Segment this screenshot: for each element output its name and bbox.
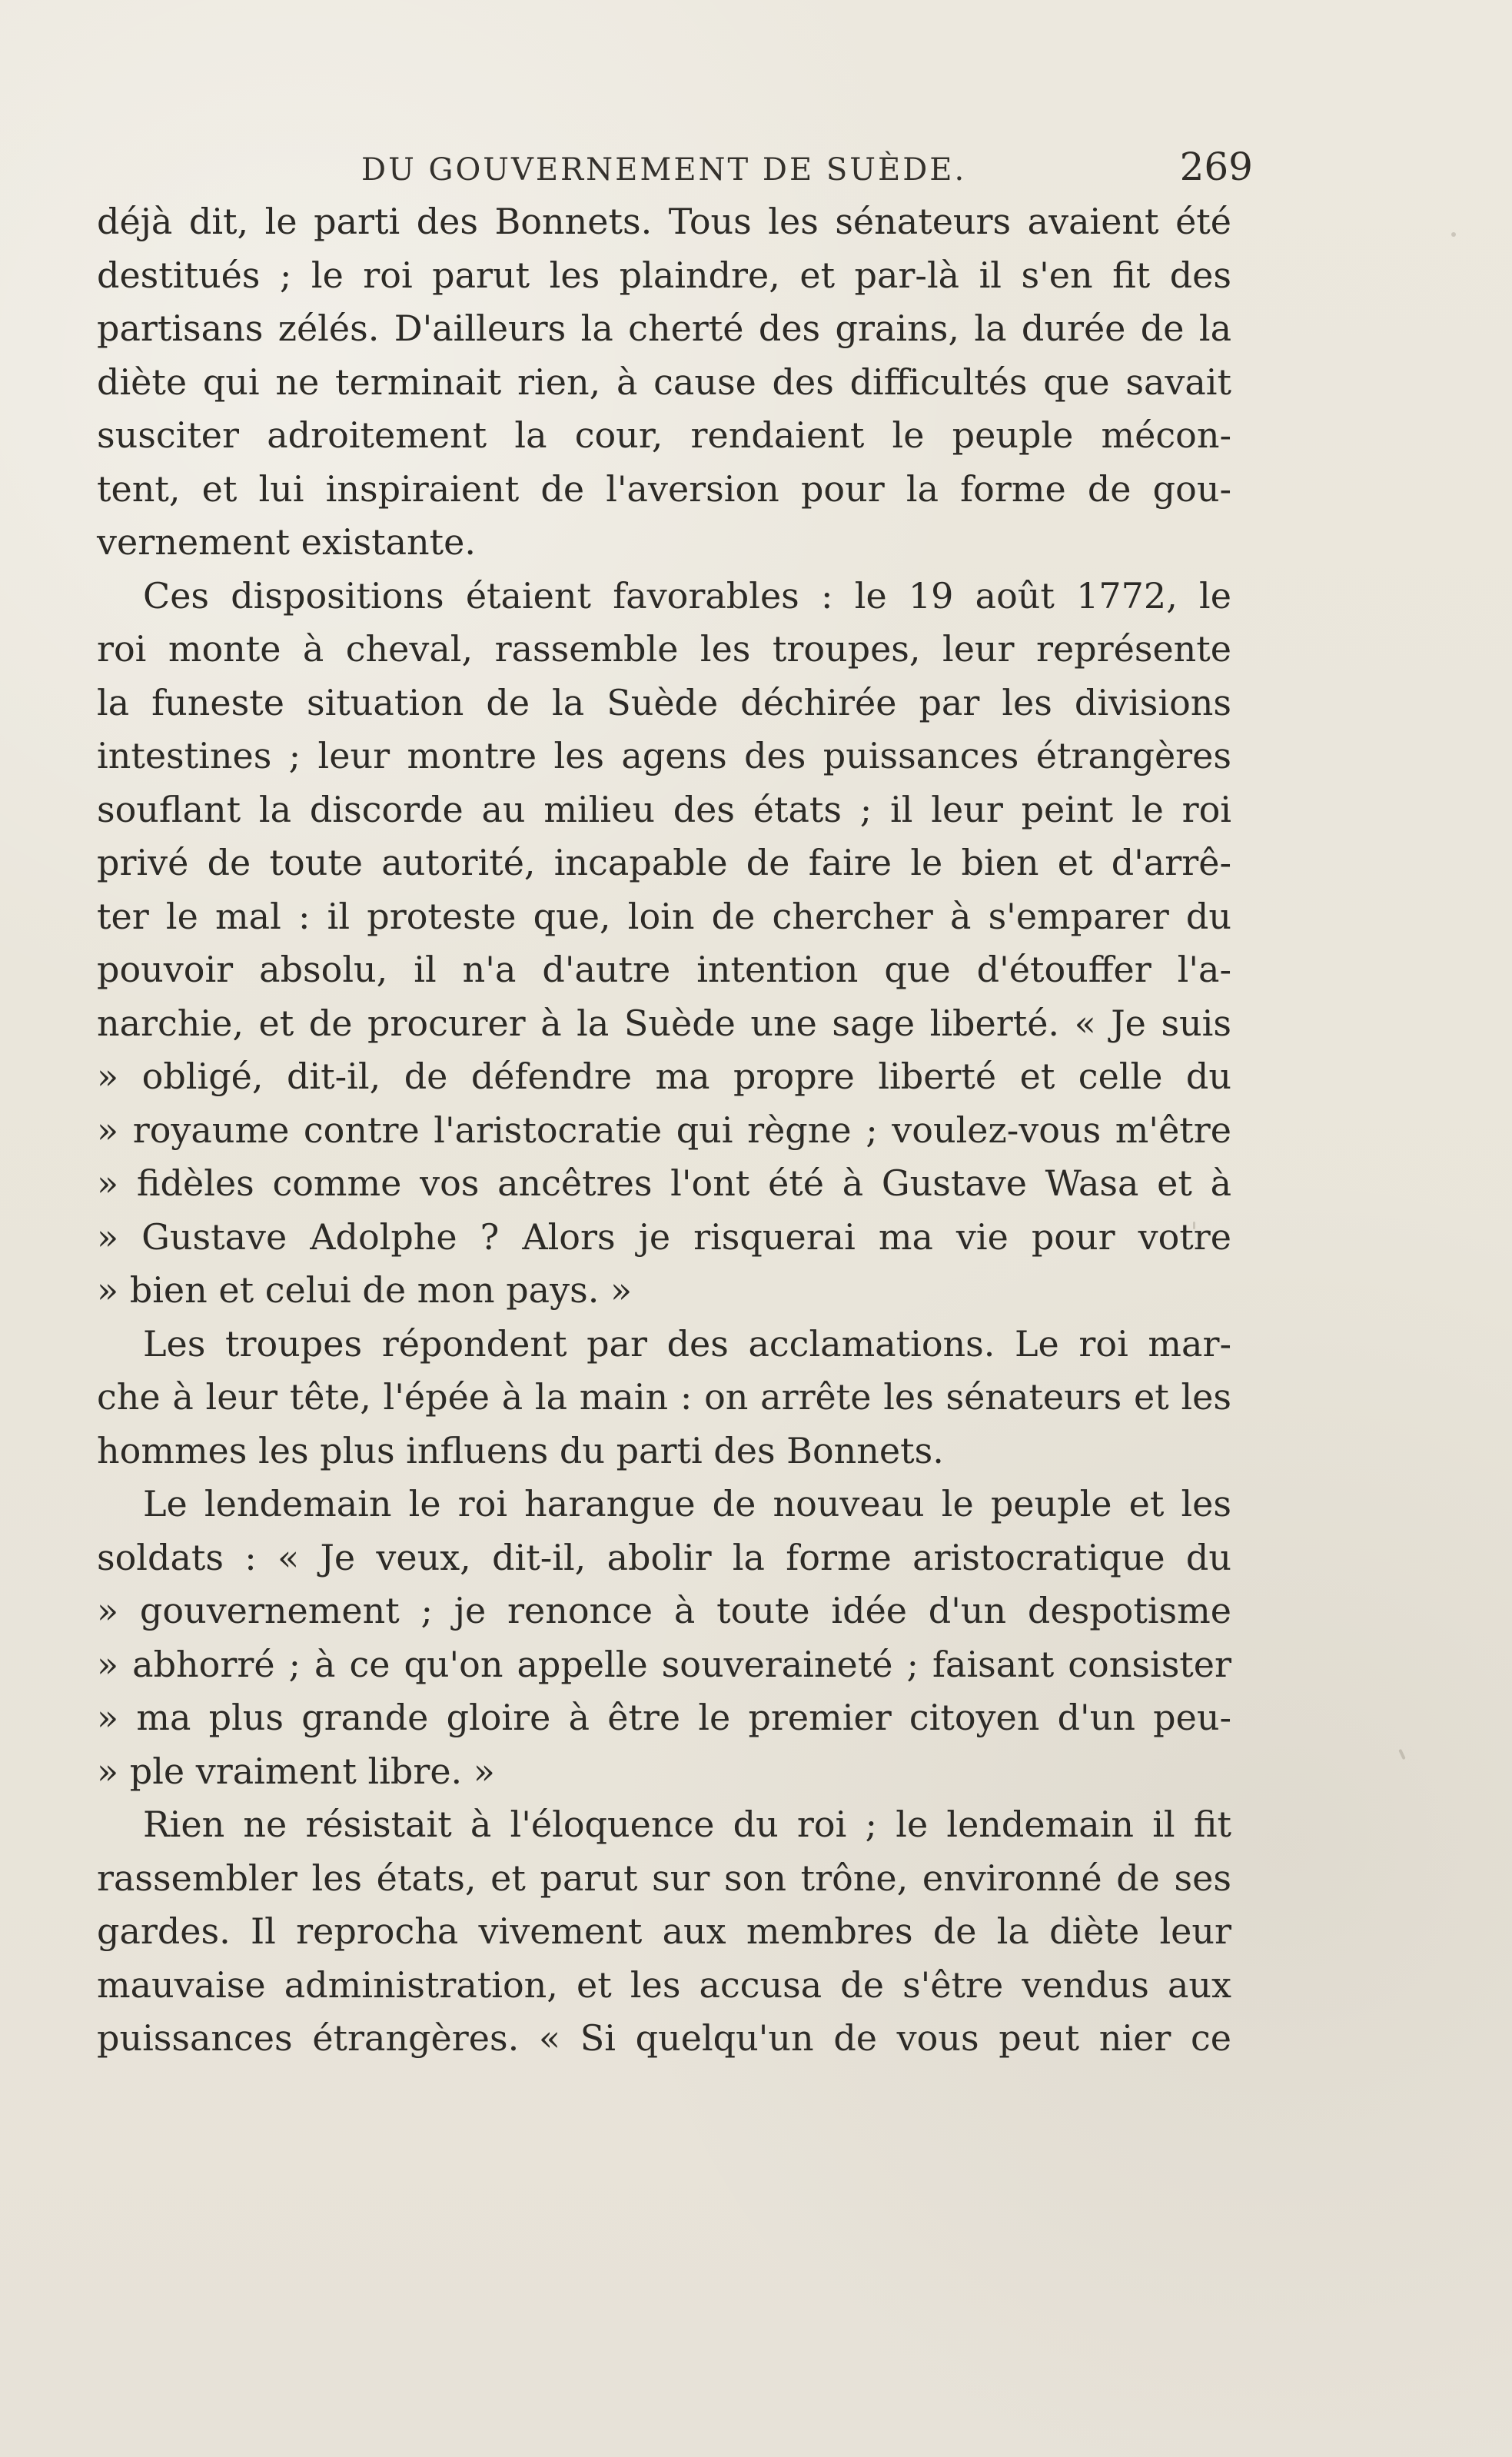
text-line: puissances étrangères. « Si quelqu'un de vous peut nier ce: [97, 2017, 1231, 2059]
quoted-text-line: » abhorré ; à ce qu'on appelle souveraineté ; faisant consister: [97, 1643, 1231, 1685]
text-line: Les troupes répondent par des acclamations. Le roi mar-: [143, 1322, 1231, 1365]
text-line: partisans zélés. D'ailleurs la cherté des grains, la durée de la: [97, 308, 1231, 349]
text-line: déjà dit, le parti des Bonnets. Tous les sénateurs avaient été: [97, 201, 1231, 242]
paper-speck: [1451, 232, 1456, 237]
page-header: [361, 145, 1253, 191]
main-text: [97, 195, 1231, 2066]
text-line: narchie, et de procurer à la Suède une sage liberté. « Je suis: [97, 1002, 1231, 1044]
quoted-text-line: » Gustave Adolphe ? Alors je risquerai ma vie pour votre: [97, 1215, 1231, 1258]
quoted-text-line: » obligé, dit-il, de défendre ma propre liberté et celle du: [97, 1056, 1231, 1097]
quoted-text-line: » ma plus grande gloire à être le premier citoyen d'un peu-: [97, 1697, 1231, 1738]
quoted-text-line: » bien et celui de mon pays. »: [97, 1269, 633, 1311]
quoted-text-line: » fidèles comme vos ancêtres l'ont été à Gustave Wasa et à: [97, 1162, 1231, 1204]
quoted-text-line: » ple vraiment libre. »: [97, 1750, 495, 1792]
paper-speck: [1193, 1222, 1195, 1229]
text-line: pouvoir absolu, il n'a d'autre intention que d'étouffer l'a-: [97, 949, 1231, 990]
page-number: 269: [1179, 145, 1253, 189]
text-line: souflant la discorde au milieu des états ; il leur peint le roi: [97, 788, 1231, 830]
text-line: ter le mal : il proteste que, loin de chercher à s'emparer du: [97, 895, 1231, 937]
text-line: diète qui ne terminait rien, à cause des difficultés que savait: [97, 361, 1231, 403]
quoted-text-line: » royaume contre l'aristocratie qui règne ; voulez-vous m'être: [97, 1109, 1231, 1151]
text-line: mauvaise administration, et les accusa de s'être vendus aux: [97, 1963, 1231, 2006]
paper-speck: [1398, 1749, 1406, 1760]
text-line: destitués ; le roi parut les plaindre, et par-là il s'en fit des: [97, 254, 1231, 296]
text-line: rassembler les états, et parut sur son trône, environné de ses: [97, 1857, 1231, 1899]
text-line: soldats : « Je veux, dit-il, abolir la forme aristocratique du: [97, 1536, 1231, 1578]
quoted-text-line: » gouvernement ; je renonce à toute idée d'un despotisme: [97, 1590, 1231, 1631]
text-line: la funeste situation de la Suède déchirée par les divisions: [97, 681, 1231, 723]
text-line: roi monte à cheval, rassemble les troupes, leur représente: [97, 628, 1231, 670]
text-line: tent, et lui inspiraient de l'aversion pour la forme de gou-: [97, 467, 1231, 510]
text-line: che à leur tête, l'épée à la main : on arrête les sénateurs et les: [97, 1376, 1231, 1418]
text-line: privé de toute autorité, incapable de faire le bien et d'arrê-: [97, 842, 1231, 883]
text-line: Ces dispositions étaient favorables : le 19 août 1772, le: [143, 574, 1231, 617]
text-line: intestines ; leur montre les agens des puissances étrangères: [97, 735, 1231, 776]
text-line: gardes. Il reprocha vivement aux membres de la diète leur: [97, 1910, 1231, 1952]
text-line: vernement existante.: [97, 521, 476, 563]
text-line: Rien ne résistait à l'éloquence du roi ; le lendemain il fit: [143, 1804, 1231, 1845]
text-line: Le lendemain le roi harangue de nouveau le peuple et les: [143, 1483, 1231, 1524]
running-head: DU GOUVERNEMENT DE SUÈDE.: [361, 152, 967, 188]
text-line: susciter adroitement la cour, rendaient le peuple mécon-: [97, 414, 1231, 456]
text-line: hommes les plus influens du parti des Bonnets.: [97, 1429, 944, 1471]
